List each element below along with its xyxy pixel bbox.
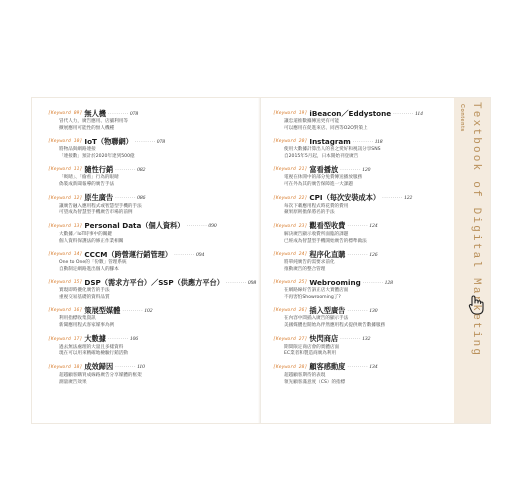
toc-entry[interactable]: [273, 164, 463, 189]
leader-dots: ··········: [340, 166, 362, 173]
toc-entry[interactable]: [48, 362, 238, 387]
entry-title: Personal Data（個人資料）: [84, 221, 185, 231]
entry-description: 領先顧客滿意度（CS）的指標: [284, 379, 346, 385]
entry-description: 蘋果原則擔保將名的手法: [284, 210, 335, 216]
toc-entry-headline: [48, 193, 238, 204]
toc-entry[interactable]: [273, 334, 463, 359]
entry-title: 插入型廣告: [309, 305, 346, 315]
page-number: 086: [137, 195, 146, 202]
entry-description: 自2015年5月起，日本開始刊登廣告: [284, 153, 359, 159]
entry-title: 隨性行銷: [84, 164, 114, 174]
entry-title: IoT（物聯網）: [84, 136, 133, 146]
toc-entry[interactable]: [48, 136, 238, 161]
page-number: 130: [369, 307, 378, 314]
toc-entry[interactable]: [273, 362, 463, 387]
entry-description: 將物品與網路連接: [59, 147, 96, 153]
toc-entry[interactable]: [48, 305, 238, 330]
entry-description: 期間限定商店會的實體店面: [284, 344, 340, 350]
leader-dots: ··········: [362, 279, 384, 286]
contents-sidebar: [454, 98, 490, 423]
entry-description: 超越顧客期待的表現: [284, 372, 326, 378]
right-page: [261, 98, 490, 423]
keyword-tag: [Keyword 13]: [48, 223, 83, 229]
entry-title: 成效歸因: [84, 362, 114, 372]
toc-entry-headline: [48, 277, 257, 288]
entry-description: 過去無法處理的大量且多樣資料: [59, 344, 124, 350]
toc-entry-headline: [273, 136, 463, 147]
entry-description: 美國媒體也開始為伴然應用程式提供廣告數據服務: [284, 323, 386, 329]
entry-title: DSP（需求方平台）／SSP（供應方平台）: [84, 277, 224, 287]
entry-title: 顧客感動度: [309, 362, 346, 372]
leader-dots: ··········: [174, 251, 195, 258]
keyword-tag: [Keyword 11]: [48, 167, 83, 173]
toc-entry-headline: [48, 164, 238, 175]
toc-entry[interactable]: [273, 277, 463, 302]
keyword-tag: [Keyword 21]: [273, 167, 308, 173]
toc-entry[interactable]: [273, 221, 463, 246]
keyword-tag: [Keyword 10]: [48, 139, 83, 145]
toc-entry[interactable]: [273, 108, 463, 133]
page-number: 090: [208, 223, 217, 230]
entry-title: Webrooming: [309, 278, 361, 288]
toc-entry[interactable]: [48, 221, 238, 246]
entry-description: 「吸睛」、「偷看」行為的眼睛: [59, 175, 119, 181]
leader-dots: ··········: [347, 223, 369, 230]
keyword-tag: [Keyword 17]: [48, 336, 83, 342]
leader-dots: ··········: [107, 110, 129, 117]
toc-entry-headline: [273, 164, 463, 175]
page-number: 110: [137, 364, 145, 371]
entry-description: 實現即時優化廣告的手法: [59, 288, 110, 294]
toc-entry[interactable]: [48, 108, 238, 133]
pointing-hand-icon: [468, 294, 486, 316]
entry-title: 原生廣告: [84, 193, 114, 203]
page-number: 102: [144, 307, 153, 314]
page-number: 094: [195, 251, 205, 258]
entry-description: 重視交易基礎的資料品質: [59, 294, 110, 300]
entry-description: 讓廣告融入應用程式或智慧型手機的手法: [59, 203, 142, 209]
entry-description: 將單純廣告的需要求前化: [284, 260, 335, 265]
toc-entry[interactable]: [48, 164, 238, 189]
book-spread: [32, 98, 490, 423]
toc-entry-headline: [273, 277, 463, 288]
entry-title: 程序化直購: [309, 249, 346, 259]
keyword-tag: [Keyword 20]: [273, 139, 308, 145]
toc-entry[interactable]: [48, 277, 257, 302]
entry-title: 觀看型收費: [309, 221, 346, 231]
entry-title: 快閃商店: [309, 334, 339, 344]
page-number: 128: [384, 279, 393, 286]
entry-description: 在網路線好告訴正店大實體店面: [284, 288, 349, 294]
keyword-tag: [Keyword 28]: [273, 364, 308, 370]
entry-description: 推動廣告的整合管理: [284, 266, 326, 272]
leader-dots: ··········: [115, 195, 137, 202]
entry-description: One to One的「份數」管理系統: [59, 260, 127, 265]
toc-entry[interactable]: [273, 305, 463, 330]
leader-dots: ··········: [340, 336, 362, 343]
keyword-tag: [Keyword 14]: [48, 252, 83, 257]
toc-entry-headline: [273, 334, 463, 345]
page-number: 114: [415, 110, 423, 117]
keyword-tag: [Keyword 15]: [48, 280, 83, 286]
leader-dots: ··········: [382, 195, 404, 202]
entry-description: 超越顧客購買成線路廣告分享媒體的框架: [59, 372, 142, 378]
entry-description: 讓忠道推數據傳送更有可能: [284, 119, 340, 124]
entry-title: Instagram: [309, 137, 351, 147]
entry-description: 新聞應用程式客家媒事為例: [59, 323, 115, 329]
toc-entry[interactable]: [273, 193, 463, 218]
entry-description: 擴展應用可能性的無人機種: [59, 125, 115, 131]
leader-dots: ··········: [352, 138, 374, 145]
leader-dots: ··········: [347, 364, 369, 371]
entry-description: 可望成為智慧型手機廣告市場的前例: [59, 210, 133, 216]
keyword-tag: [Keyword 27]: [273, 336, 308, 342]
toc-entry[interactable]: [48, 249, 238, 274]
entry-description: 每次下載應用程式時花費的費用: [284, 203, 349, 209]
entry-title: 策展型媒體: [84, 305, 121, 315]
entry-title: CCCM（跨營運行銷管理）: [84, 249, 173, 259]
entry-description: 大數據／IoT時事中的關鍵: [59, 231, 112, 237]
entry-description: 「連接數」預計於2020年達到500億: [59, 153, 135, 159]
entry-description: 利用指標收集資訊: [59, 316, 96, 322]
page-number: 106: [129, 336, 139, 343]
entry-description: 解決廣告顯示收費所面臨的課題: [284, 231, 349, 237]
page-number: 078: [129, 110, 139, 117]
entry-description: 不再害怕Showrooming了?: [284, 294, 341, 300]
toc-entry-headline: [273, 193, 463, 204]
leader-dots: ··········: [115, 364, 137, 371]
toc-entry-headline: [48, 221, 238, 232]
toc-entry-headline: [273, 108, 463, 119]
leader-dots: ··········: [347, 251, 369, 258]
keyword-tag: [Keyword 23]: [273, 223, 308, 229]
entry-description: 可在外為其的廣告保障進一大課題: [284, 182, 353, 188]
entry-description: 冒代人力，廣告應用、店舖利用等: [59, 119, 128, 124]
leader-dots: ··········: [122, 307, 144, 314]
page-number: 132: [362, 336, 371, 343]
entry-description: 個人資料保護法的修正作業相關: [59, 238, 124, 244]
page-number: 124: [369, 223, 378, 230]
entry-description: 可以應用在促進來店、同西等O2O對策上: [284, 125, 368, 131]
entry-description: 已經成為智慧型手機開始廣告的標準做法: [284, 238, 367, 244]
leader-dots: ··········: [393, 110, 414, 117]
entry-description: 現在可以用來精確地檢驗行銷活動: [59, 351, 128, 357]
toc-entry-headline: [273, 221, 463, 232]
sidebar-title: Textbook of Digital Marketing: [470, 102, 482, 358]
leader-dots: ··········: [115, 166, 137, 173]
toc-entry-headline: [48, 136, 238, 147]
toc-entry[interactable]: [273, 136, 463, 161]
entry-title: 富看播放: [309, 164, 339, 174]
toc-entry-headline: [48, 334, 238, 345]
page-number: 126: [369, 251, 378, 258]
toc-entry-headline: [48, 305, 238, 316]
page-number: 082: [137, 166, 146, 173]
page-number: 078: [156, 138, 165, 145]
entry-description: EC業者和製造商廣為利用: [284, 351, 337, 357]
page-number: 134: [369, 364, 378, 371]
entry-title: 大數據: [84, 334, 106, 344]
page-number: 118: [374, 138, 383, 145]
entry-description: 電視在休閒中的部分免費傳送播放服務: [284, 175, 363, 181]
keyword-tag: [Keyword 16]: [48, 308, 83, 314]
toc-entry-headline: [273, 249, 463, 260]
entry-description: 測量廣告效果: [59, 379, 87, 385]
toc-entry-headline: [48, 108, 238, 119]
toc-entry-headline: [48, 249, 238, 260]
toc-entry[interactable]: [273, 249, 463, 274]
toc-entry-headline: [273, 305, 463, 316]
keyword-tag: [Keyword 19]: [273, 111, 308, 116]
toc-entry-headline: [48, 362, 238, 373]
leader-dots: ··········: [107, 336, 129, 343]
entry-description: 使用大數據計算出人的喜之愛好和視訊分享SNS: [284, 147, 381, 153]
leader-dots: ··········: [225, 279, 247, 286]
leader-dots: ··········: [186, 223, 208, 230]
keyword-tag: [Keyword 25]: [273, 280, 308, 286]
page-number: 120: [362, 166, 371, 173]
entry-title: iBeacon／Eddystone: [309, 108, 392, 118]
leader-dots: ··········: [134, 138, 156, 145]
keyword-tag: [Keyword 09]: [48, 111, 83, 116]
leader-dots: ··········: [347, 307, 369, 314]
keyword-tag: [Keyword 26]: [273, 308, 308, 314]
keyword-tag: [Keyword 22]: [273, 195, 308, 201]
entry-description: 在內容中間插入廣告的顯示手法: [284, 316, 349, 322]
entry-description: 自動制定網路進出個人的腳本: [59, 266, 119, 272]
keyword-tag: [Keyword 12]: [48, 195, 83, 201]
entry-title: CPI（每次安裝成本）: [309, 193, 381, 203]
keyword-tag: [Keyword 18]: [48, 364, 83, 370]
entry-description: 偽裝成新聞報導的廣告手法: [59, 182, 115, 188]
entry-title: 無人機: [84, 108, 106, 118]
toc-entry[interactable]: [48, 334, 238, 359]
toc-entry-headline: [273, 362, 463, 373]
left-page: [32, 98, 261, 423]
sidebar-subtitle: Contents: [459, 104, 465, 132]
page-number: 098: [247, 279, 257, 286]
page-number: 122: [404, 195, 413, 202]
toc-entry[interactable]: [48, 193, 238, 218]
keyword-tag: [Keyword 24]: [273, 252, 308, 257]
